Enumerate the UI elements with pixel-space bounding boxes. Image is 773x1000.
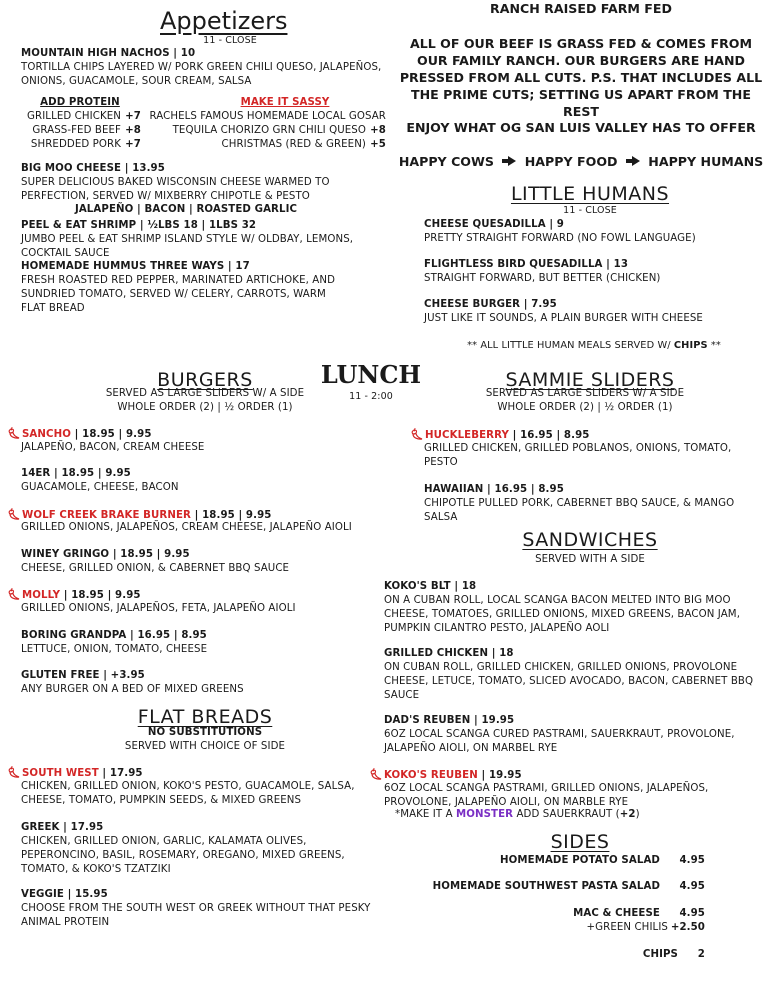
hummus-desc: FRESH ROASTED RED PEPPER, MARINATED ARTICHOKE, AND SUNDRIED TOMATO, SERVED W/ CELERY, CARROTS, WARM FLAT BREAD: [21, 275, 336, 314]
chili-pepper-icon: [7, 766, 21, 778]
sassy-list: [142, 110, 386, 152]
chili-pepper-icon: [369, 768, 383, 780]
sandwich-desc: 6OZ LOCAL SCANGA CURED PASTRAMI, SAUERKRAUT, PROVOLONE, JALAPEÑO AIOLI, ON MARBEL RYE: [384, 729, 735, 754]
moo-options: JALAPEÑO | BACON | ROASTED GARLIC: [74, 204, 298, 215]
chili-pepper-icon: [7, 588, 21, 600]
side-chips: CHIPS: [642, 949, 678, 960]
protein-name: GRILLED CHICKEN: [27, 111, 121, 122]
sandwich-grilled-chicken: GRILLED CHICKEN | 18: [384, 648, 514, 659]
appetizers-hours: 11 - CLOSE: [203, 35, 257, 46]
little-humans-hours: 11 - CLOSE: [563, 205, 617, 216]
story-text: ALL OF OUR BEEF IS GRASS FED & COMES FROM OUR FAMILY RANCH. OUR BURGERS ARE HAND PRESSED FROM ALL CUTS. P.S. THAT INCLUDES ALL THE PRIME CUTS; SETTING US APART FROM THE REST: [399, 36, 763, 119]
sandwich-blt: KOKO'S BLT | 18: [384, 581, 477, 592]
sandwich-name: KOKO'S REUBEN: [384, 770, 478, 781]
burgers-sub2: WHOLE ORDER (2) | ½ ORDER (1): [117, 402, 293, 413]
protein-name: SHREDDED PORK: [30, 139, 121, 150]
sassy-item: [142, 110, 386, 124]
burger-desc: GRILLED ONIONS, JALAPEÑOS, FETA, JALAPEÑO AIOLI: [21, 603, 296, 614]
kids-item-name: CHEESE QUESADILLA | 9: [424, 219, 564, 230]
happy-cows: HAPPY COWS: [398, 154, 494, 169]
sides-title: SIDES: [550, 831, 610, 853]
arrow-right-icon: [508, 156, 516, 166]
hummus-name: HOMEMADE HUMMUS THREE WAYS | 17: [21, 261, 250, 272]
sassy-price: +5: [370, 139, 386, 150]
protein-list: [21, 110, 141, 152]
burger-price: | 18.95 | 9.95: [60, 590, 141, 601]
protein-price: +8: [125, 125, 141, 136]
sandwich-desc: 6OZ LOCAL SCANGA PASTRAMI, GRILLED ONIONS, JALAPEÑOS, PROVOLONE, JALAPEÑO AIOLI, ON MARBLE RYE: [384, 783, 709, 808]
flatbread-name: SOUTH WEST: [22, 768, 99, 779]
protein-item: [21, 110, 141, 124]
little-humans-title: LITTLE HUMANS: [510, 183, 670, 205]
slider-desc: GRILLED CHICKEN, GRILLED POBLANOS, ONIONS, TOMATO, PESTO: [424, 443, 732, 468]
sliders-title: SAMMIE SLIDERS: [505, 369, 675, 391]
side-potato-salad: HOMEMADE POTATO SALAD: [500, 855, 660, 866]
protein-item: [21, 138, 141, 152]
happy-line: [396, 153, 766, 170]
protein-item: [21, 124, 141, 138]
side-price: 4.95: [679, 908, 705, 919]
lunch-title: LUNCH: [320, 360, 422, 389]
burger-desc: ANY BURGER ON A BED OF MIXED GREENS: [21, 684, 244, 695]
side-mac-cheese: MAC & CHEESE: [573, 908, 660, 919]
sassy-price: +8: [370, 125, 386, 136]
flatbread-desc: CHICKEN, GRILLED ONION, GARLIC, KALAMATA OLIVES, PEPERONCINO, BASIL, ROSEMARY, OREGANO, MIXED GREENS, TOMATO, & KOKO'S TZATZIKI: [21, 836, 345, 875]
side-price: 4.95: [679, 881, 705, 892]
kids-item-desc: STRAIGHT FORWARD, BUT BETTER (CHICKEN): [424, 273, 661, 284]
flatbread-veggie: VEGGIE | 15.95: [21, 889, 108, 900]
monster-note: [395, 808, 755, 822]
sandwich-dads-reuben: DAD'S REUBEN | 19.95: [384, 715, 515, 726]
flatbread-price: | 17.95: [98, 768, 143, 779]
slider-huckleberry: [410, 428, 760, 443]
side-price: 4.95: [679, 855, 705, 866]
side-price: +2.50: [670, 922, 705, 933]
sassy-name: CHRISTMAS (RED & GREEN): [221, 139, 366, 150]
burger-name: WOLF CREEK BRAKE BURNER: [22, 510, 191, 521]
nachos-name: MOUNTAIN HIGH NACHOS | 10: [21, 48, 196, 59]
slider-price: | 16.95 | 8.95: [508, 430, 590, 441]
flatbread-desc: CHOOSE FROM THE SOUTH WEST OR GREEK WITHOUT THAT PESKY ANIMAL PROTEIN: [21, 903, 371, 928]
sandwich-price: | 19.95: [477, 770, 522, 781]
protein-price: +7: [125, 111, 141, 122]
happy-food: HAPPY FOOD: [524, 154, 618, 169]
monster-pre: *MAKE IT A: [395, 809, 456, 820]
sassy-item: [142, 124, 386, 138]
burger-winey-gringo: WINEY GRINGO | 18.95 | 9.95: [21, 549, 190, 560]
shrimp-desc: JUMBO PEEL & EAT SHRIMP ISLAND STYLE W/ OLDBAY, LEMONS, COCKTAIL SAUCE: [21, 234, 354, 259]
burgers-sub1: SERVED AS LARGE SLIDERS W/ A SIDE: [105, 388, 305, 399]
kids-note: [424, 339, 764, 353]
sandwich-desc: ON A CUBAN ROLL, LOCAL SCANGA BACON MELTED INTO BIG MOO CHEESE, TOMATOES, GRILLED ONIONS, MIXED GREENS, BACON JAM, PUMPKIN CILANTRO PESTO, JALAPEÑO AOLI: [384, 595, 741, 634]
kids-note-chips: CHIPS: [673, 340, 708, 351]
side-pasta-salad: HOMEMADE SOUTHWEST PASTA SALAD: [432, 881, 660, 892]
burger-name: MOLLY: [22, 590, 61, 601]
kids-note-text: ** ALL LITTLE HUMAN MEALS SERVED W/: [467, 340, 674, 351]
moo-name: BIG MOO CHEESE | 13.95: [21, 163, 165, 174]
side-price: 2: [697, 949, 705, 960]
side-green-chilis: +GREEN CHILIS: [586, 922, 668, 933]
flatbread-greek: GREEK | 17.95: [21, 822, 104, 833]
burger-molly: [7, 588, 377, 603]
make-sassy-header: MAKE IT SASSY: [240, 97, 330, 108]
kids-item-name: FLIGHTLESS BIRD QUESADILLA | 13: [424, 259, 629, 270]
protein-name: GRASS-FED BEEF: [32, 125, 121, 136]
burger-price: | 18.95 | 9.95: [71, 429, 152, 440]
burger-name: SANCHO: [22, 429, 72, 440]
kids-item-name: CHEESE BURGER | 7.95: [424, 299, 557, 310]
slider-hawaiian: HAWAIIAN | 16.95 | 8.95: [424, 484, 564, 495]
sliders-sub1: SERVED AS LARGE SLIDERS W/ A SIDE: [485, 388, 685, 399]
moo-desc: SUPER DELICIOUS BAKED WISCONSIN CHEESE WARMED TO PERFECTION, SERVED W/ MIXBERRY CHIPOTLE & PESTO: [21, 177, 330, 202]
chili-pepper-icon: [7, 508, 21, 520]
flatbread-south-west: [7, 766, 377, 781]
kids-item-desc: JUST LIKE IT SOUNDS, A PLAIN BURGER WITH CHEESE: [424, 313, 703, 324]
sassy-item: [142, 138, 386, 152]
monster-price: +2: [619, 809, 636, 820]
burger-14er: 14ER | 18.95 | 9.95: [21, 468, 131, 479]
happy-humans: HAPPY HUMANS: [648, 154, 764, 169]
lunch-hours: 11 - 2:00: [349, 391, 393, 402]
sassy-name: RACHELS FAMOUS HOMEMADE LOCAL GOSAR: [149, 111, 386, 122]
nachos-desc: TORTILLA CHIPS LAYERED W/ PORK GREEN CHILI QUESO, JALAPEÑOS, ONIONS, GUACAMOLE, SOUR CREAM, SALSA: [21, 62, 382, 87]
sandwiches-sub: SERVED WITH A SIDE: [535, 554, 645, 565]
add-protein-header: ADD PROTEIN: [40, 97, 120, 108]
sandwiches-title: SANDWICHES: [522, 529, 658, 551]
burger-desc: GRILLED ONIONS, JALAPEÑOS, CREAM CHEESE, JALAPEÑO AIOLI: [21, 522, 352, 533]
monster-text: ADD SAUERKRAUT (: [513, 809, 620, 820]
burger-desc: CHEESE, GRILLED ONION, & CABERNET BBQ SAUCE: [21, 563, 290, 574]
burger-desc: JALAPEÑO, BACON, CREAM CHEESE: [21, 442, 205, 453]
sandwich-kokos-reuben: [369, 768, 759, 783]
story-tagline: RANCH RAISED FARM FED: [490, 1, 672, 16]
flatbreads-sub1: NO SUBSTITUTIONS: [147, 727, 263, 738]
burger-boring-grandpa: BORING GRANDPA | 16.95 | 8.95: [21, 630, 207, 641]
kids-note-end: **: [707, 340, 721, 351]
story-enjoy: ENJOY WHAT OG SAN LUIS VALLEY HAS TO OFFER: [406, 120, 756, 135]
burger-desc: GUACAMOLE, CHEESE, BACON: [21, 482, 179, 493]
chili-pepper-icon: [410, 428, 424, 440]
chili-pepper-icon: [7, 427, 21, 439]
flatbread-desc: CHICKEN, GRILLED ONION, KOKO'S PESTO, GUACAMOLE, SALSA, CHEESE, TOMATO, PUMPKIN SEEDS, & MIXED GREENS: [21, 781, 355, 806]
burger-sancho: [7, 427, 377, 442]
monster-end: ): [635, 809, 640, 820]
protein-price: +7: [125, 139, 141, 150]
sliders-sub2: WHOLE ORDER (2) | ½ ORDER (1): [497, 402, 673, 413]
flatbreads-title: FLAT BREADS: [137, 706, 273, 728]
burger-gluten-free: GLUTEN FREE | +3.95: [21, 670, 145, 681]
sassy-name: TEQUILA CHORIZO GRN CHILI QUESO: [172, 125, 366, 136]
appetizers-section: [160, 6, 288, 36]
appetizers-title: Appetizers: [160, 7, 288, 35]
slider-name: HUCKLEBERRY: [425, 430, 509, 441]
sandwich-desc: ON CUBAN ROLL, GRILLED CHICKEN, GRILLED ONIONS, PROVOLONE CHEESE, LETUCE, TOMATO, SLICED AVOCADO, BACON, CABERNET BBQ SAUCE: [384, 662, 754, 701]
kids-item-desc: PRETTY STRAIGHT FORWARD (NO FOWL LANGUAGE): [424, 233, 696, 244]
burgers-title: BURGERS: [157, 369, 253, 391]
shrimp-name: PEEL & EAT SHRIMP | ½LBS 18 | 1LBS 32: [21, 220, 257, 231]
burger-desc: LETTUCE, ONION, TOMATO, CHEESE: [21, 644, 208, 655]
arrow-right-icon: [632, 156, 640, 166]
flatbreads-sub2: SERVED WITH CHOICE OF SIDE: [124, 741, 286, 752]
monster-word: MONSTER: [455, 809, 514, 820]
slider-desc: CHIPOTLE PULLED PORK, CABERNET BBQ SAUCE, & MANGO SALSA: [424, 498, 735, 523]
burger-price: | 18.95 | 9.95: [190, 510, 272, 521]
